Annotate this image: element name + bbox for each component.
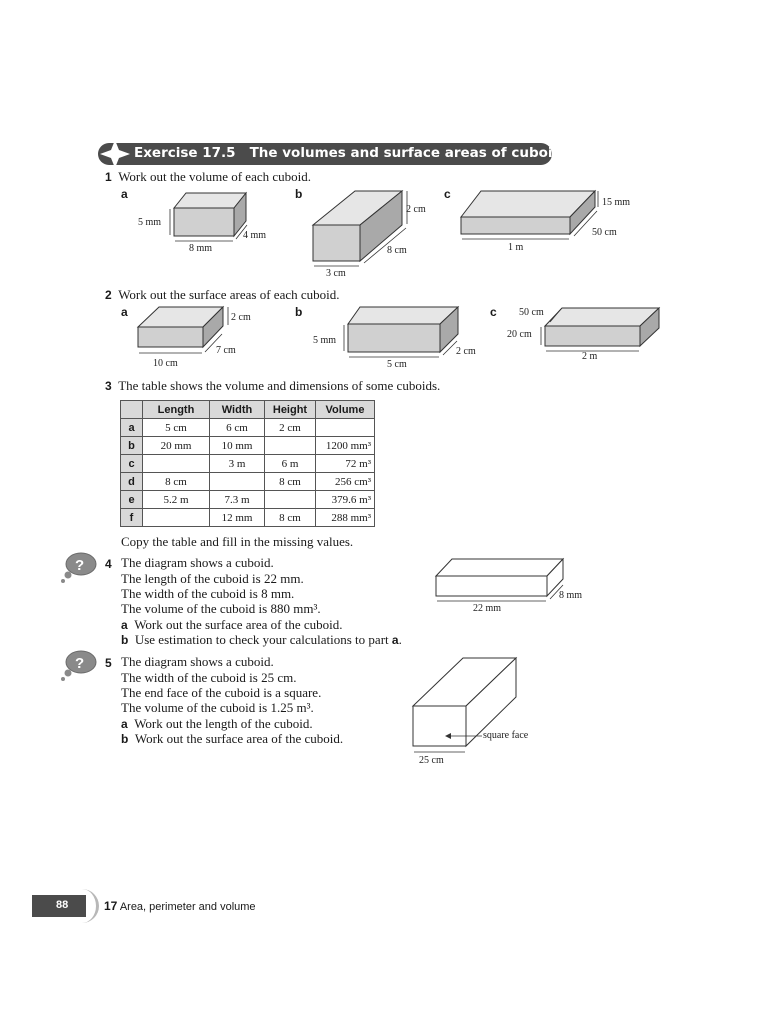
question-5-part-a: a Work out the length of the cuboid. [121,716,313,731]
dim-label: 2 cm [456,346,476,357]
question-4-line: The length of the cuboid is 22 mm. [121,571,304,586]
cuboid-diagram-2b [313,307,476,370]
question-4-part-a: a Work out the surface area of the cuboid. [121,617,343,632]
chapter-title: Area, perimeter and volume [119,901,256,913]
dim-label: 2 m [582,351,598,362]
table-header-row [121,401,375,419]
page-number: 88 [56,899,69,911]
column-header: Length [143,401,210,419]
table-row: a 5 cm 6 cm 2 cm [121,419,375,437]
dim-label: 8 mm [559,590,583,601]
part-label: c [490,305,497,319]
question-4-part-b: b Use estimation to check your calculations to part a. [121,632,402,647]
part-label: c [444,187,451,201]
dim-label: 20 cm [507,329,532,340]
dim-label: 3 cm [326,268,346,279]
question-5-line: The volume of the cuboid is 1.25 m³. [121,700,314,715]
cuboid-diagram-q5 [400,655,580,770]
chapter-number: 17 [104,899,118,913]
question-4-line: The volume of the cuboid is 880 mm³. [121,601,321,616]
thinking-bubble-icon [58,648,98,682]
question-number: 5 [105,656,112,670]
q2-diagrams [0,300,768,375]
page-number-tab [32,895,86,917]
dim-label: 50 cm [519,307,544,318]
dim-label: 2 cm [406,204,426,215]
svg-text:?: ? [75,557,85,574]
cuboid-table [120,400,375,527]
question-5-line: The end face of the cuboid is a square. [121,685,322,700]
dim-label: square face [483,730,529,741]
question-text: Work out the surface areas of each cuboid. [118,287,340,302]
question-4-line: The diagram shows a cuboid. [121,555,274,570]
question-3 [105,378,440,394]
part-label: a [121,187,128,201]
dim-label: 8 cm [387,245,407,256]
part-label: b [295,305,303,319]
running-footer [104,899,256,913]
question-5-line: The diagram shows a cuboid. [121,654,274,669]
cuboid-diagram-2a [138,307,251,369]
part-label: a [121,305,128,319]
dim-label: 25 cm [419,755,444,766]
dim-label: 4 mm [243,230,267,241]
q1-diagrams [0,185,768,285]
question-1 [105,169,311,185]
cuboid-diagram-q4 [420,552,620,618]
table-row: f 12 mm 8 cm 288 mm³ [121,509,375,527]
dim-label: 8 mm [189,243,213,254]
exercise-title: The volumes and surface areas of cuboids [249,145,571,161]
cuboid-diagram-1b [313,191,426,279]
column-header: Width [210,401,265,419]
thinking-bubble-icon [58,550,98,584]
dim-label: 5 cm [387,359,407,370]
dim-label: 50 cm [592,227,617,238]
part-label: b [295,187,303,201]
question-number: 3 [105,379,112,393]
table-row: c 3 m 6 m 72 m³ [121,455,375,473]
table-row: d 8 cm 8 cm 256 cm³ [121,473,375,491]
question-5-part-b: b Work out the surface area of the cuboid. [121,731,344,746]
column-header: Volume [316,401,375,419]
dim-label: 5 mm [313,335,337,346]
dim-label: 10 cm [153,358,178,369]
table-instruction: Copy the table and fill in the missing values. [121,534,354,549]
question-number: 4 [105,557,112,571]
cuboid-diagram-2c [507,307,659,362]
star-icon [100,140,130,168]
question-5-line: The width of the cuboid is 25 cm. [121,670,297,685]
dim-label: 5 mm [138,217,162,228]
dim-label: 7 cm [216,345,236,356]
cuboid-diagram-1a [138,193,266,254]
question-text: The table shows the volume and dimensions of some cuboids. [118,378,441,393]
svg-text:?: ? [75,655,85,672]
dim-label: 1 m [508,242,524,253]
dim-label: 22 mm [473,603,502,614]
cuboid-diagram-1c [461,191,630,253]
exercise-banner [98,143,571,165]
table-row: b 20 mm 10 mm 1200 mm³ [121,437,375,455]
table-row: e 5.2 m 7.3 m 379.6 m³ [121,491,375,509]
question-number: 2 [105,288,112,302]
question-4-line: The width of the cuboid is 8 mm. [121,586,295,601]
dim-label: 2 cm [231,312,251,323]
exercise-label: Exercise 17.5 [134,145,236,161]
question-number: 1 [105,170,112,184]
column-header: Height [265,401,316,419]
dim-label: 15 mm [602,197,631,208]
table-corner [121,401,143,419]
question-text: Work out the volume of each cuboid. [118,169,312,184]
